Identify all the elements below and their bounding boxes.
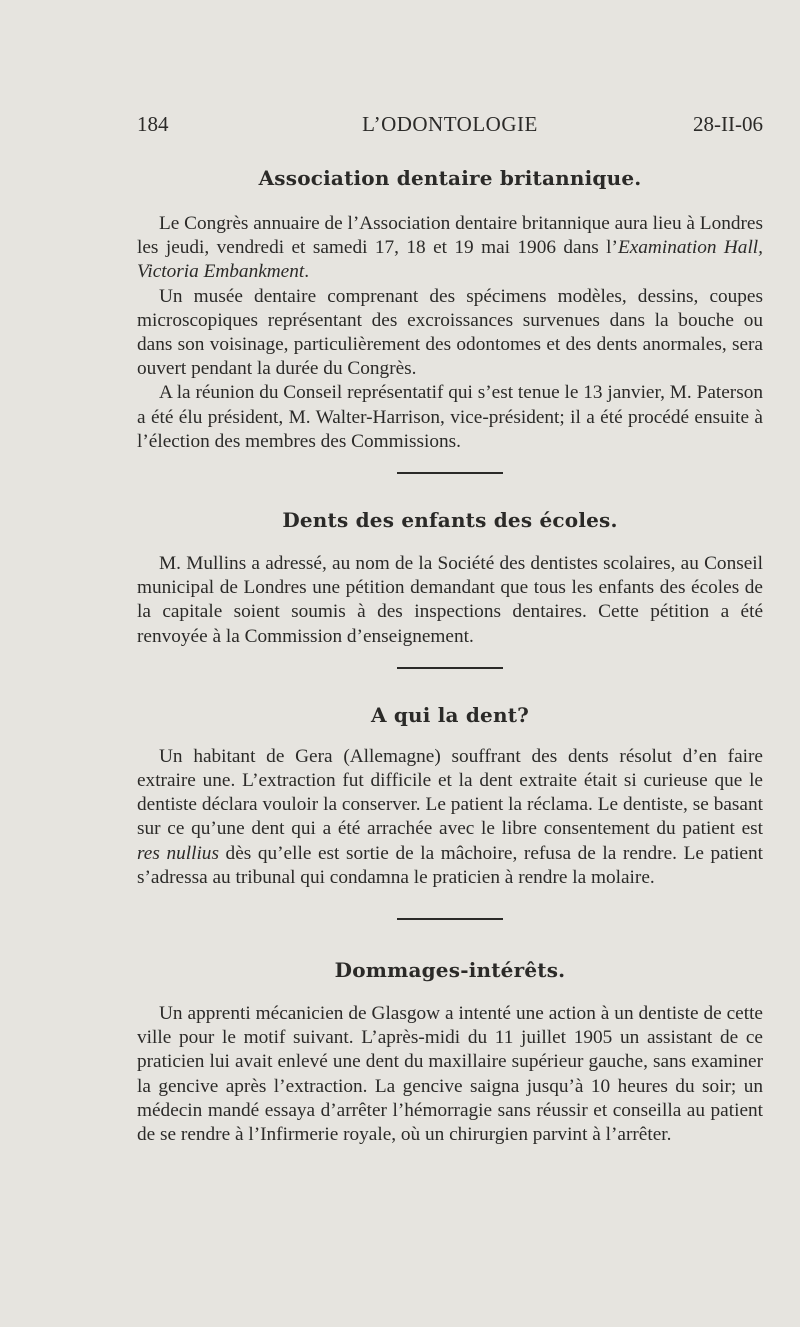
section-divider <box>397 472 503 474</box>
latin-term: res nullius <box>137 842 219 864</box>
journal-title: L’ODONTOLOGIE <box>362 112 538 136</box>
venue-name: Examination Hall, Victoria Embankment <box>137 237 763 283</box>
paragraph-gera: Un habitant de Gera (Allemagne) souffrant des dents résolut d’en faire extraire une. L’extraction fut difficile et la dent extraite était si curieuse que le dentiste déclara vouloir la conserver. Le patient la réclama. Le dentiste, se basant sur ce qu’une dent qui a été arrachée avec le libre consentement du patient est res nullius dès qu’elle est sortie de la mâchoire, refusa de la rendre. Le patient s’adressa au tribunal qui condamna le praticien à rendre la molaire. <box>137 745 763 888</box>
paragraph-reunion: A la réunion du Conseil représentatif qui s’est tenue le 13 janvier, M. Paterson a été élu président, M. Walter-Harrison, vice-président; il a été procédé ensuite à l’élection des membres des Commissions. <box>137 382 763 452</box>
section-title-association: Association dentaire britannique. <box>258 166 642 190</box>
paragraph-mullins: M. Mullins a adressé, au nom de la Société des dentistes scolaires, au Conseil municipal de Londres une pétition demandant que tous les enfants des écoles de la capitale soient soumis à des inspections dentaires. Cette pétition a été renvoyée à la Commission d’enseignement. <box>137 553 763 647</box>
article-body <box>137 166 763 1147</box>
paragraph-musee: Un musée dentaire comprenant des spécimens modèles, dessins, coupes microscopiques représentant des excroissances survenues dans la bouche ou dans son voisinage, particulièrement des odontomes et des dents anormales, sera ouvert pendant la durée du Congrès. <box>137 285 763 380</box>
page-number: 184 <box>137 112 169 136</box>
section-title-dents-ecoles: Dents des enfants des écoles. <box>282 508 618 533</box>
running-head <box>137 112 763 142</box>
paragraph-glasgow: Un apprenti mécanicien de Glasgow a intenté une action à un dentiste de cette ville pour le motif suivant. L’après-midi du 11 juillet 1905 un assistant de ce praticien lui avait enlevé une dent du maxillaire supérieur gauche, sans examiner la gencive après l’extraction. La gencive saigna jusqu’à 10 heures du soir; un médecin mandé essaya d’arrêter l’hémorragie sans réussir et conseilla au patient de se rendre à l’Infirmerie royale, où un chirurgien parvint à l’arrêter. <box>137 1003 763 1146</box>
section-divider <box>397 918 503 920</box>
issue-date: 28-II-06 <box>693 112 763 136</box>
section-title-a-qui-la-dent: A qui la dent? <box>370 702 530 727</box>
paragraph-congres: Le Congrès annuaire de l’Association dentaire britannique aura lieu à Londres les jeudi, vendredi et samedi 17, 18 et 19 mai 1906 dans l’Examination Hall, Victoria Embankment. <box>137 213 763 283</box>
section-title-dommages: Dommages-intérêts. <box>334 958 566 983</box>
section-divider <box>397 667 503 669</box>
